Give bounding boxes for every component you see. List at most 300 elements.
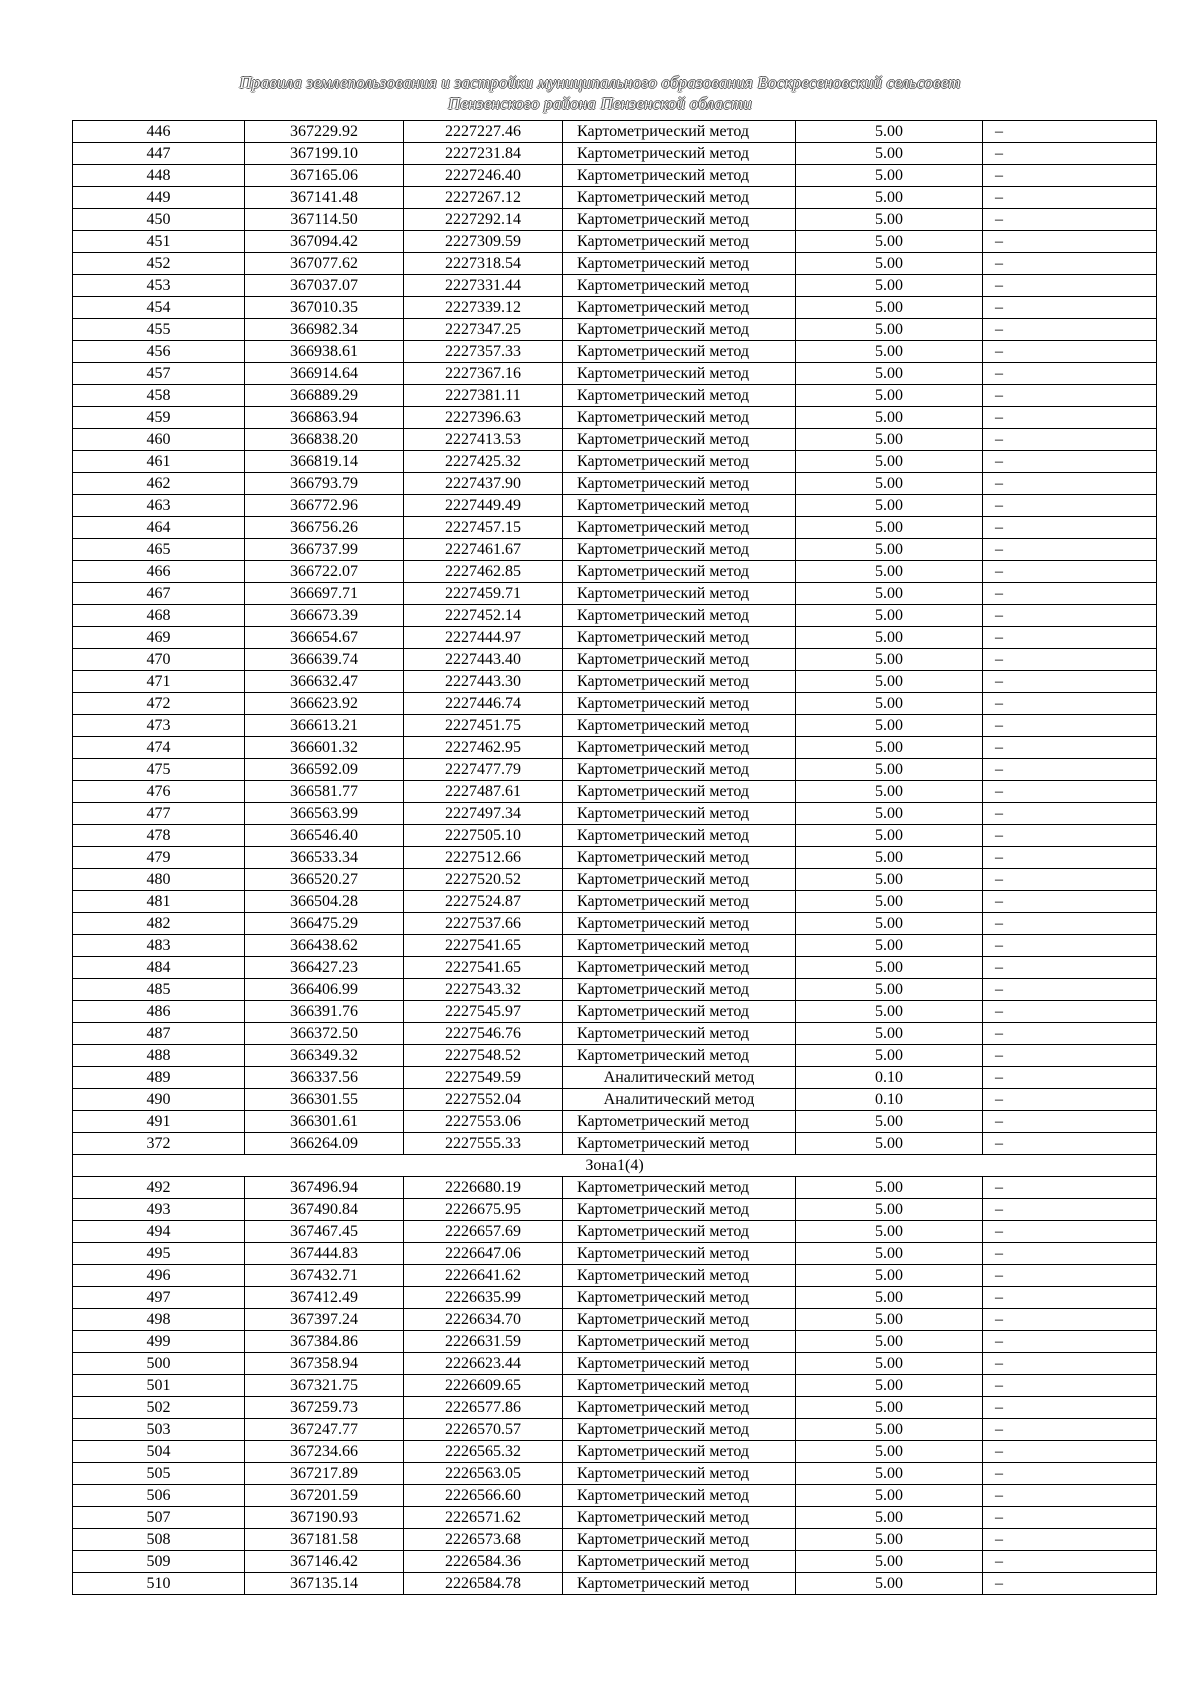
accuracy-cell: 5.00 (796, 1573, 983, 1595)
x-coordinate-cell: 367321.75 (245, 1375, 404, 1397)
accuracy-cell: 5.00 (796, 1529, 983, 1551)
method-cell: Картометрический метод (563, 891, 796, 913)
y-coordinate-cell: 2226634.70 (404, 1309, 563, 1331)
table-row (73, 1265, 1157, 1287)
note-cell: – (983, 143, 1157, 165)
table-row (73, 363, 1157, 385)
method-cell: Картометрический метод (563, 121, 796, 143)
method-cell: Картометрический метод (563, 209, 796, 231)
x-coordinate-cell: 367229.92 (245, 121, 404, 143)
accuracy-cell: 5.00 (796, 737, 983, 759)
point-number-cell: 506 (73, 1485, 245, 1507)
x-coordinate-cell: 366623.92 (245, 693, 404, 715)
point-number-cell: 477 (73, 803, 245, 825)
y-coordinate-cell: 2227413.53 (404, 429, 563, 451)
header-line-1: Правила землепользования и застройки муниципального образования Воскресеновский сельсовет (239, 73, 961, 92)
accuracy-cell: 5.00 (796, 891, 983, 913)
table-row (73, 979, 1157, 1001)
method-cell: Картометрический метод (563, 363, 796, 385)
table-row (73, 1287, 1157, 1309)
note-cell: – (983, 1573, 1157, 1595)
method-cell: Картометрический метод (563, 869, 796, 891)
note-cell: – (983, 935, 1157, 957)
method-cell: Картометрический метод (563, 913, 796, 935)
x-coordinate-cell: 366301.55 (245, 1089, 404, 1111)
note-cell: – (983, 1287, 1157, 1309)
point-number-cell: 501 (73, 1375, 245, 1397)
accuracy-cell: 5.00 (796, 825, 983, 847)
y-coordinate-cell: 2227246.40 (404, 165, 563, 187)
accuracy-cell: 5.00 (796, 1023, 983, 1045)
coordinates-table (72, 120, 1157, 1595)
y-coordinate-cell: 2226680.19 (404, 1177, 563, 1199)
accuracy-cell: 5.00 (796, 957, 983, 979)
x-coordinate-cell: 367190.93 (245, 1507, 404, 1529)
method-cell: Картометрический метод (563, 451, 796, 473)
note-cell: – (983, 1375, 1157, 1397)
x-coordinate-cell: 366938.61 (245, 341, 404, 363)
accuracy-cell: 5.00 (796, 1111, 983, 1133)
table-row (73, 1353, 1157, 1375)
note-cell: – (983, 1177, 1157, 1199)
accuracy-cell: 5.00 (796, 561, 983, 583)
note-cell: – (983, 1089, 1157, 1111)
table-row (73, 1463, 1157, 1485)
accuracy-cell: 5.00 (796, 715, 983, 737)
point-number-cell: 510 (73, 1573, 245, 1595)
method-cell: Картометрический метод (563, 1177, 796, 1199)
accuracy-cell: 5.00 (796, 869, 983, 891)
note-cell: – (983, 473, 1157, 495)
method-cell: Картометрический метод (563, 275, 796, 297)
table-row (73, 737, 1157, 759)
accuracy-cell: 5.00 (796, 1001, 983, 1023)
y-coordinate-cell: 2227541.65 (404, 957, 563, 979)
note-cell: – (983, 979, 1157, 1001)
accuracy-cell: 5.00 (796, 1199, 983, 1221)
point-number-cell: 450 (73, 209, 245, 231)
point-number-cell: 460 (73, 429, 245, 451)
y-coordinate-cell: 2226563.05 (404, 1463, 563, 1485)
table-row (73, 1397, 1157, 1419)
note-cell: – (983, 1485, 1157, 1507)
y-coordinate-cell: 2226566.60 (404, 1485, 563, 1507)
accuracy-cell: 5.00 (796, 385, 983, 407)
note-cell: – (983, 187, 1157, 209)
point-number-cell: 495 (73, 1243, 245, 1265)
y-coordinate-cell: 2227459.71 (404, 583, 563, 605)
x-coordinate-cell: 366406.99 (245, 979, 404, 1001)
point-number-cell: 500 (73, 1353, 245, 1375)
page-header (150, 72, 1050, 114)
accuracy-cell: 5.00 (796, 495, 983, 517)
note-cell: – (983, 363, 1157, 385)
accuracy-cell: 5.00 (796, 341, 983, 363)
point-number-cell: 485 (73, 979, 245, 1001)
method-cell: Картометрический метод (563, 1353, 796, 1375)
point-number-cell: 472 (73, 693, 245, 715)
note-cell: – (983, 297, 1157, 319)
note-cell: – (983, 891, 1157, 913)
note-cell: – (983, 1221, 1157, 1243)
method-cell: Картометрический метод (563, 319, 796, 341)
point-number-cell: 466 (73, 561, 245, 583)
method-cell: Картометрический метод (563, 231, 796, 253)
x-coordinate-cell: 367201.59 (245, 1485, 404, 1507)
accuracy-cell: 5.00 (796, 1045, 983, 1067)
x-coordinate-cell: 366301.61 (245, 1111, 404, 1133)
note-cell: – (983, 1133, 1157, 1155)
table-row (73, 781, 1157, 803)
table-row (73, 561, 1157, 583)
table-row (73, 1573, 1157, 1595)
note-cell: – (983, 957, 1157, 979)
x-coordinate-cell: 366533.34 (245, 847, 404, 869)
note-cell: – (983, 209, 1157, 231)
note-cell: – (983, 649, 1157, 671)
table-row (73, 385, 1157, 407)
table-row (73, 429, 1157, 451)
x-coordinate-cell: 367412.49 (245, 1287, 404, 1309)
method-cell: Картометрический метод (563, 1221, 796, 1243)
accuracy-cell: 5.00 (796, 1397, 983, 1419)
note-cell: – (983, 1265, 1157, 1287)
x-coordinate-cell: 367259.73 (245, 1397, 404, 1419)
y-coordinate-cell: 2226641.62 (404, 1265, 563, 1287)
note-cell: – (983, 1243, 1157, 1265)
point-number-cell: 465 (73, 539, 245, 561)
y-coordinate-cell: 2227367.16 (404, 363, 563, 385)
note-cell: – (983, 275, 1157, 297)
y-coordinate-cell: 2227520.52 (404, 869, 563, 891)
method-cell: Картометрический метод (563, 1199, 796, 1221)
x-coordinate-cell: 366654.67 (245, 627, 404, 649)
accuracy-cell: 5.00 (796, 253, 983, 275)
note-cell: – (983, 1045, 1157, 1067)
note-cell: – (983, 605, 1157, 627)
table-row (73, 935, 1157, 957)
table-row (73, 1485, 1157, 1507)
y-coordinate-cell: 2227309.59 (404, 231, 563, 253)
y-coordinate-cell: 2227462.85 (404, 561, 563, 583)
table-row (73, 209, 1157, 231)
method-cell: Картометрический метод (563, 1375, 796, 1397)
table-row (73, 121, 1157, 143)
table-row (73, 275, 1157, 297)
point-number-cell: 504 (73, 1441, 245, 1463)
point-number-cell: 453 (73, 275, 245, 297)
y-coordinate-cell: 2227449.49 (404, 495, 563, 517)
table-row (73, 1067, 1157, 1089)
x-coordinate-cell: 367037.07 (245, 275, 404, 297)
y-coordinate-cell: 2226609.65 (404, 1375, 563, 1397)
method-cell: Картометрический метод (563, 737, 796, 759)
y-coordinate-cell: 2227443.40 (404, 649, 563, 671)
point-number-cell: 471 (73, 671, 245, 693)
note-cell: – (983, 121, 1157, 143)
y-coordinate-cell: 2227318.54 (404, 253, 563, 275)
note-cell: – (983, 913, 1157, 935)
accuracy-cell: 5.00 (796, 1331, 983, 1353)
point-number-cell: 476 (73, 781, 245, 803)
table-row (73, 187, 1157, 209)
x-coordinate-cell: 367165.06 (245, 165, 404, 187)
method-cell: Картометрический метод (563, 1463, 796, 1485)
y-coordinate-cell: 2226647.06 (404, 1243, 563, 1265)
table-row (73, 1001, 1157, 1023)
x-coordinate-cell: 366504.28 (245, 891, 404, 913)
accuracy-cell: 5.00 (796, 539, 983, 561)
accuracy-cell: 5.00 (796, 781, 983, 803)
table-section-b (73, 1177, 1157, 1595)
x-coordinate-cell: 366819.14 (245, 451, 404, 473)
point-number-cell: 372 (73, 1133, 245, 1155)
x-coordinate-cell: 366520.27 (245, 869, 404, 891)
table-row (73, 847, 1157, 869)
x-coordinate-cell: 367384.86 (245, 1331, 404, 1353)
point-number-cell: 458 (73, 385, 245, 407)
y-coordinate-cell: 2227381.11 (404, 385, 563, 407)
x-coordinate-cell: 366475.29 (245, 913, 404, 935)
table-row (73, 1551, 1157, 1573)
method-cell: Картометрический метод (563, 1397, 796, 1419)
table-row (73, 759, 1157, 781)
table-row (73, 517, 1157, 539)
accuracy-cell: 5.00 (796, 209, 983, 231)
table-row (73, 1309, 1157, 1331)
x-coordinate-cell: 366601.32 (245, 737, 404, 759)
method-cell: Картометрический метод (563, 143, 796, 165)
y-coordinate-cell: 2227548.52 (404, 1045, 563, 1067)
table-row (73, 671, 1157, 693)
note-cell: – (983, 693, 1157, 715)
x-coordinate-cell: 367199.10 (245, 143, 404, 165)
point-number-cell: 486 (73, 1001, 245, 1023)
method-cell: Картометрический метод (563, 473, 796, 495)
table-row (73, 1133, 1157, 1155)
note-cell: – (983, 1199, 1157, 1221)
accuracy-cell: 5.00 (796, 583, 983, 605)
note-cell: – (983, 1419, 1157, 1441)
method-cell: Картометрический метод (563, 715, 796, 737)
zone-label: Зона1(4) (73, 1155, 1157, 1177)
accuracy-cell: 5.00 (796, 451, 983, 473)
method-cell: Картометрический метод (563, 1287, 796, 1309)
x-coordinate-cell: 367077.62 (245, 253, 404, 275)
point-number-cell: 449 (73, 187, 245, 209)
x-coordinate-cell: 367467.45 (245, 1221, 404, 1243)
note-cell: – (983, 781, 1157, 803)
point-number-cell: 508 (73, 1529, 245, 1551)
y-coordinate-cell: 2227549.59 (404, 1067, 563, 1089)
y-coordinate-cell: 2227477.79 (404, 759, 563, 781)
note-cell: – (983, 231, 1157, 253)
point-number-cell: 470 (73, 649, 245, 671)
x-coordinate-cell: 367141.48 (245, 187, 404, 209)
y-coordinate-cell: 2227425.32 (404, 451, 563, 473)
accuracy-cell: 5.00 (796, 297, 983, 319)
note-cell: – (983, 1111, 1157, 1133)
method-cell: Картометрический метод (563, 781, 796, 803)
accuracy-cell: 5.00 (796, 319, 983, 341)
x-coordinate-cell: 366337.56 (245, 1067, 404, 1089)
table-row (73, 1199, 1157, 1221)
table-section-a (73, 121, 1157, 1155)
accuracy-cell: 5.00 (796, 187, 983, 209)
method-cell: Картометрический метод (563, 341, 796, 363)
point-number-cell: 461 (73, 451, 245, 473)
accuracy-cell: 5.00 (796, 627, 983, 649)
note-cell: – (983, 583, 1157, 605)
accuracy-cell: 5.00 (796, 1133, 983, 1155)
table-row (73, 1023, 1157, 1045)
note-cell: – (983, 869, 1157, 891)
y-coordinate-cell: 2227524.87 (404, 891, 563, 913)
table-row (73, 957, 1157, 979)
x-coordinate-cell: 367094.42 (245, 231, 404, 253)
accuracy-cell: 5.00 (796, 1375, 983, 1397)
method-cell: Картометрический метод (563, 803, 796, 825)
method-cell: Аналитический метод (563, 1067, 796, 1089)
y-coordinate-cell: 2227555.33 (404, 1133, 563, 1155)
note-cell: – (983, 319, 1157, 341)
point-number-cell: 479 (73, 847, 245, 869)
accuracy-cell: 5.00 (796, 759, 983, 781)
accuracy-cell: 5.00 (796, 407, 983, 429)
x-coordinate-cell: 366793.79 (245, 473, 404, 495)
accuracy-cell: 5.00 (796, 1507, 983, 1529)
method-cell: Картометрический метод (563, 187, 796, 209)
accuracy-cell: 5.00 (796, 1177, 983, 1199)
x-coordinate-cell: 366838.20 (245, 429, 404, 451)
point-number-cell: 447 (73, 143, 245, 165)
y-coordinate-cell: 2227462.95 (404, 737, 563, 759)
point-number-cell: 467 (73, 583, 245, 605)
y-coordinate-cell: 2227396.63 (404, 407, 563, 429)
point-number-cell: 487 (73, 1023, 245, 1045)
table-row (73, 539, 1157, 561)
method-cell: Картометрический метод (563, 407, 796, 429)
method-cell: Картометрический метод (563, 935, 796, 957)
point-number-cell: 497 (73, 1287, 245, 1309)
accuracy-cell: 5.00 (796, 275, 983, 297)
table-row (73, 451, 1157, 473)
method-cell: Картометрический метод (563, 539, 796, 561)
accuracy-cell: 5.00 (796, 693, 983, 715)
method-cell: Картометрический метод (563, 1573, 796, 1595)
table-row (73, 1177, 1157, 1199)
method-cell: Аналитический метод (563, 1089, 796, 1111)
table-row (73, 693, 1157, 715)
x-coordinate-cell: 366546.40 (245, 825, 404, 847)
accuracy-cell: 5.00 (796, 165, 983, 187)
point-number-cell: 496 (73, 1265, 245, 1287)
accuracy-cell: 5.00 (796, 1353, 983, 1375)
point-number-cell: 464 (73, 517, 245, 539)
x-coordinate-cell: 366863.94 (245, 407, 404, 429)
point-number-cell: 457 (73, 363, 245, 385)
table-row (73, 803, 1157, 825)
method-cell: Картометрический метод (563, 1309, 796, 1331)
note-cell: – (983, 517, 1157, 539)
point-number-cell: 456 (73, 341, 245, 363)
table-row (73, 913, 1157, 935)
accuracy-cell: 5.00 (796, 517, 983, 539)
y-coordinate-cell: 2227443.30 (404, 671, 563, 693)
y-coordinate-cell: 2227497.34 (404, 803, 563, 825)
zone-row-section (73, 1155, 1157, 1177)
point-number-cell: 499 (73, 1331, 245, 1353)
header-line-2: Пензенского района Пензенской области (448, 94, 752, 113)
accuracy-cell: 5.00 (796, 935, 983, 957)
x-coordinate-cell: 367181.58 (245, 1529, 404, 1551)
point-number-cell: 489 (73, 1067, 245, 1089)
method-cell: Картометрический метод (563, 759, 796, 781)
x-coordinate-cell: 366632.47 (245, 671, 404, 693)
y-coordinate-cell: 2227227.46 (404, 121, 563, 143)
y-coordinate-cell: 2226657.69 (404, 1221, 563, 1243)
accuracy-cell: 5.00 (796, 913, 983, 935)
method-cell: Картометрический метод (563, 297, 796, 319)
x-coordinate-cell: 366349.32 (245, 1045, 404, 1067)
point-number-cell: 474 (73, 737, 245, 759)
accuracy-cell: 5.00 (796, 605, 983, 627)
table-row (73, 1111, 1157, 1133)
point-number-cell: 493 (73, 1199, 245, 1221)
x-coordinate-cell: 367146.42 (245, 1551, 404, 1573)
note-cell: – (983, 1397, 1157, 1419)
point-number-cell: 462 (73, 473, 245, 495)
accuracy-cell: 0.10 (796, 1067, 983, 1089)
note-cell: – (983, 1529, 1157, 1551)
note-cell: – (983, 385, 1157, 407)
accuracy-cell: 5.00 (796, 847, 983, 869)
method-cell: Картометрический метод (563, 1265, 796, 1287)
table-row (73, 627, 1157, 649)
method-cell: Картометрический метод (563, 1507, 796, 1529)
y-coordinate-cell: 2227505.10 (404, 825, 563, 847)
note-cell: – (983, 407, 1157, 429)
method-cell: Картометрический метод (563, 1331, 796, 1353)
y-coordinate-cell: 2227339.12 (404, 297, 563, 319)
x-coordinate-cell: 366592.09 (245, 759, 404, 781)
table-row (73, 1507, 1157, 1529)
x-coordinate-cell: 366914.64 (245, 363, 404, 385)
x-coordinate-cell: 366722.07 (245, 561, 404, 583)
note-cell: – (983, 1001, 1157, 1023)
accuracy-cell: 5.00 (796, 671, 983, 693)
x-coordinate-cell: 366639.74 (245, 649, 404, 671)
table-row (73, 649, 1157, 671)
method-cell: Картометрический метод (563, 1045, 796, 1067)
method-cell: Картометрический метод (563, 1023, 796, 1045)
table-row (73, 473, 1157, 495)
point-number-cell: 480 (73, 869, 245, 891)
x-coordinate-cell: 366427.23 (245, 957, 404, 979)
zone-row (73, 1155, 1157, 1177)
x-coordinate-cell: 367397.24 (245, 1309, 404, 1331)
x-coordinate-cell: 367358.94 (245, 1353, 404, 1375)
table-row (73, 231, 1157, 253)
method-cell: Картометрический метод (563, 1111, 796, 1133)
y-coordinate-cell: 2227446.74 (404, 693, 563, 715)
point-number-cell: 503 (73, 1419, 245, 1441)
method-cell: Картометрический метод (563, 1529, 796, 1551)
table-row (73, 297, 1157, 319)
method-cell: Картометрический метод (563, 1419, 796, 1441)
method-cell: Картометрический метод (563, 957, 796, 979)
accuracy-cell: 5.00 (796, 979, 983, 1001)
